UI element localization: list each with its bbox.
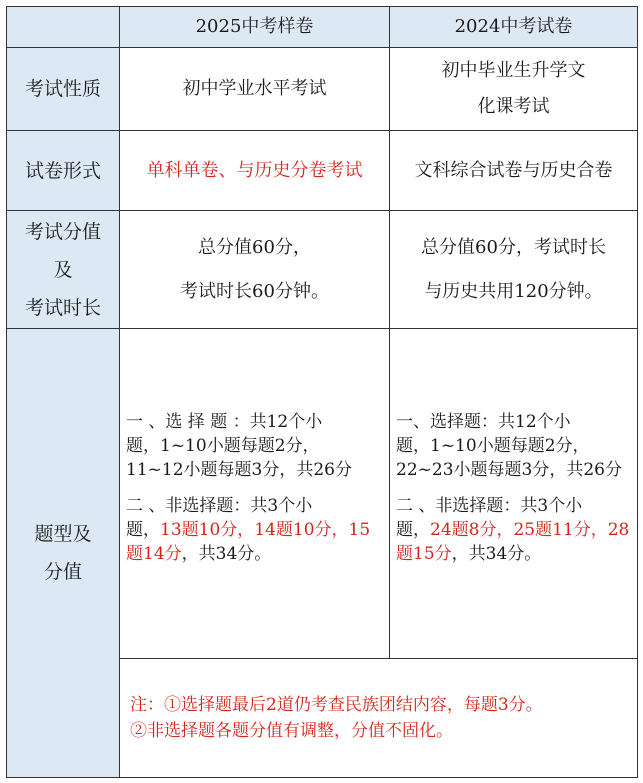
types-2025-non-line1: 二 、非选择题：共3个小 — [126, 495, 313, 516]
nature-2024-line1: 初中毕业生升学文 — [441, 60, 586, 81]
types-2024-non-scores: 24题8分，25题11分，28题15分 — [396, 519, 630, 564]
types-2024-choice-line3: 22~23小题每题3分，共26分 — [396, 459, 622, 480]
note-line1: 注：①选择题最后2道仍考查民族团结内容，每题3分。 — [130, 695, 543, 715]
nature-2024-line2: 化课考试 — [477, 96, 550, 117]
types-2024-choice-line2: 题，1~10小题每题2分， — [396, 435, 590, 456]
row-label-nature-text: 考试性质 — [24, 78, 101, 100]
types-2024-non-line1: 二 、非选择题：共3个小 — [396, 495, 583, 516]
row-label-form — [6, 130, 120, 211]
form-2024 — [389, 130, 638, 211]
types-2025-choice-line1: 一 、选 择 题 ：共12个小 — [126, 411, 323, 432]
header-2024-label: 2024中考试卷 — [454, 16, 573, 37]
row-label-score-line3: 考试时长 — [24, 296, 101, 319]
row-label-types-line1: 题型及 — [34, 523, 92, 545]
row-label-score — [6, 210, 120, 329]
note-line2: ②非选择题各题分值有调整，分值不固化。 — [130, 721, 453, 741]
score-2024-line2: 与历史共用120分钟。 — [424, 280, 603, 302]
types-2024-non-prefix: 题， — [396, 519, 430, 540]
score-2025 — [119, 210, 390, 329]
types-2025-choice-line3: 11~12小题每题3分，共26分 — [126, 459, 352, 480]
row-label-score-line2: 及 — [53, 258, 73, 281]
types-2024 — [389, 328, 638, 659]
score-2025-line1: 总分值60分， — [198, 236, 311, 258]
row-label-types-line2: 分值 — [43, 561, 82, 583]
comparison-table — [6, 6, 638, 778]
row-label-score-line1: 考试分值 — [24, 220, 101, 243]
header-2024 — [389, 6, 638, 48]
types-2025-non-prefix: 题， — [126, 519, 160, 540]
nature-2025 — [119, 47, 390, 131]
form-2025-text: 单科单卷、与历史分卷考试 — [146, 159, 363, 181]
types-2024-non-suffix: ，共34分。 — [451, 543, 542, 564]
types-2025-non-suffix: ，共34分。 — [181, 543, 272, 564]
types-2025-non-scores: 13题10分，14题10分，15题14分 — [126, 519, 371, 564]
row-label-form-text: 试卷形式 — [24, 159, 101, 182]
row-label-types — [6, 328, 120, 778]
header-2025 — [119, 6, 390, 48]
header-2025-label: 2025中考样卷 — [195, 16, 314, 37]
header-corner — [6, 6, 120, 48]
form-2024-text: 文科综合试卷与历史合卷 — [414, 159, 613, 181]
nature-2025-text: 初中学业水平考试 — [182, 78, 327, 99]
types-2024-choice-line1: 一、选择题：共12个小 — [396, 411, 571, 432]
types-2025-choice-line2: 题，1~10小题每题2分， — [126, 435, 320, 456]
note-cell — [119, 658, 638, 778]
score-2024-line1: 总分值60分，考试时长 — [421, 236, 606, 258]
nature-2024 — [389, 47, 638, 131]
row-label-nature — [6, 47, 120, 131]
score-2025-line2: 考试时长60分钟。 — [180, 280, 329, 302]
score-2024 — [389, 210, 638, 329]
types-2025 — [119, 328, 390, 659]
form-2025 — [119, 130, 390, 211]
